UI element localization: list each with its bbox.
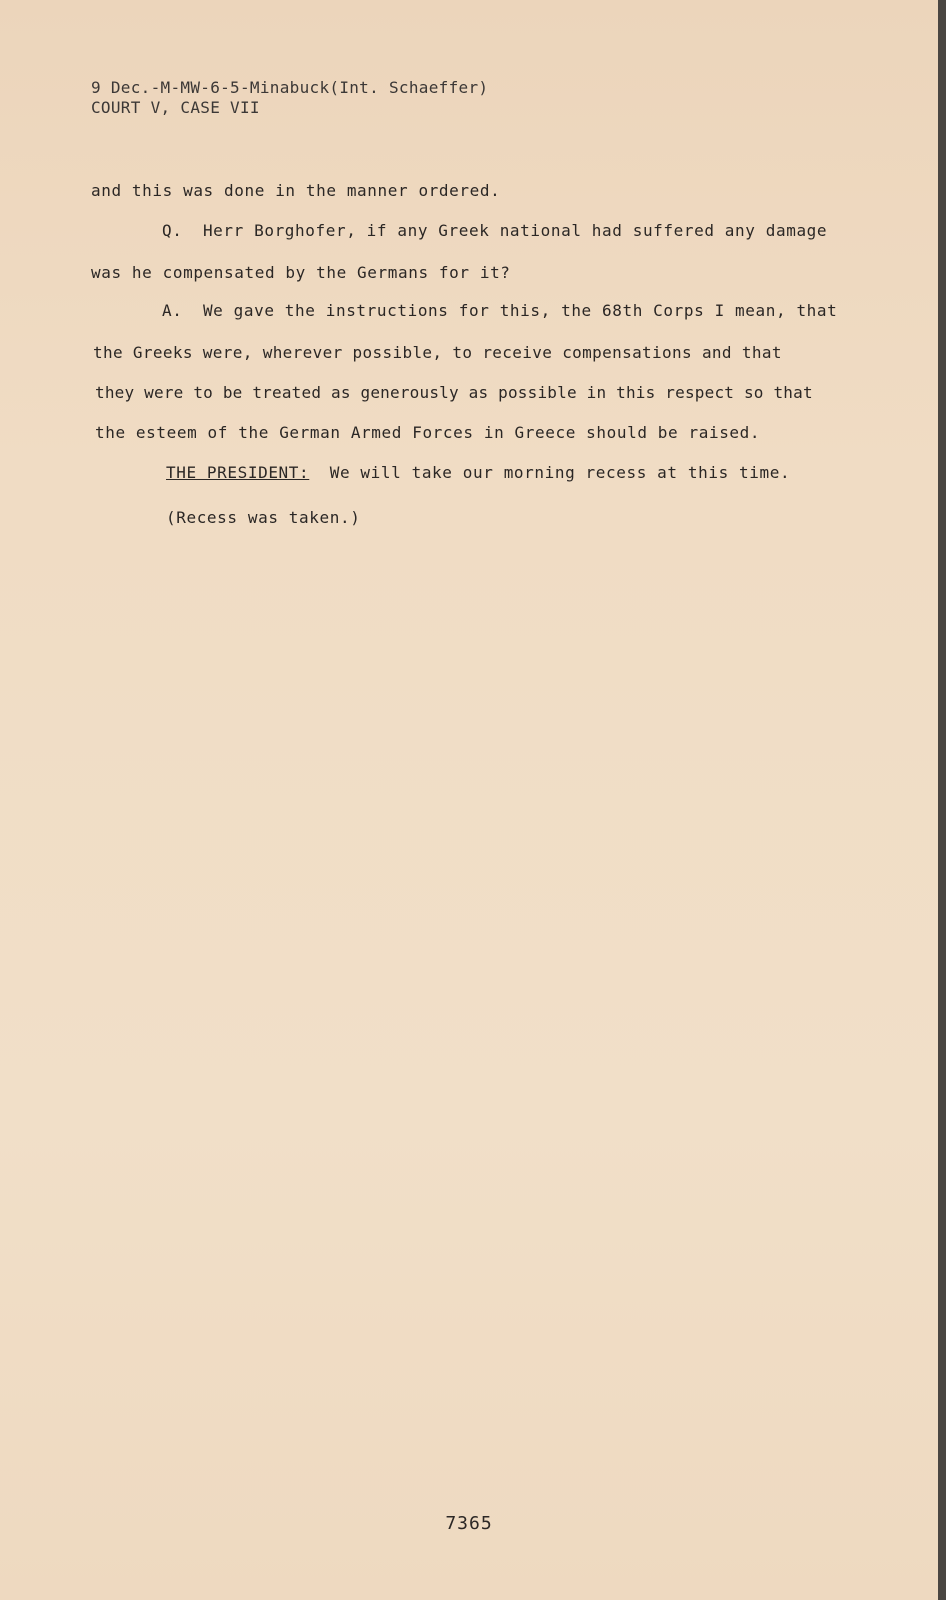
president-text: We will take our morning recess at this time. [329, 463, 791, 482]
header-court-line: COURT V, CASE VII [91, 98, 260, 117]
answer-text: We gave the instructions for this, the 68th Corps I mean, that [202, 301, 838, 320]
transcript-line: they were to be treated as generously as possible in this respect so that [95, 383, 813, 402]
transcript-line: and this was done in the manner ordered. [91, 181, 501, 200]
transcript-line: the Greeks were, wherever possible, to receive compensations and that [93, 343, 782, 362]
question-line [162, 221, 827, 240]
president-line [166, 463, 790, 482]
page-header [91, 78, 488, 118]
question-text: Herr Borghofer, if any Greek national had suffered any damage [202, 221, 828, 240]
transcript-line: the esteem of the German Armed Forces in Greece should be raised. [95, 423, 761, 442]
page-number: 7365 [445, 1513, 493, 1534]
speaker-label: THE PRESIDENT: [166, 463, 310, 482]
transcript-line: was he compensated by the Germans for it? [91, 263, 511, 282]
question-label: Q. [162, 221, 183, 240]
scan-edge [938, 0, 946, 1600]
recess-note: (Recess was taken.) [166, 508, 361, 527]
header-date-line: 9 Dec.-M-MW-6-5-Minabuck(Int. Schaeffer) [91, 78, 489, 97]
answer-label: A. [162, 301, 183, 320]
answer-line [162, 301, 837, 320]
